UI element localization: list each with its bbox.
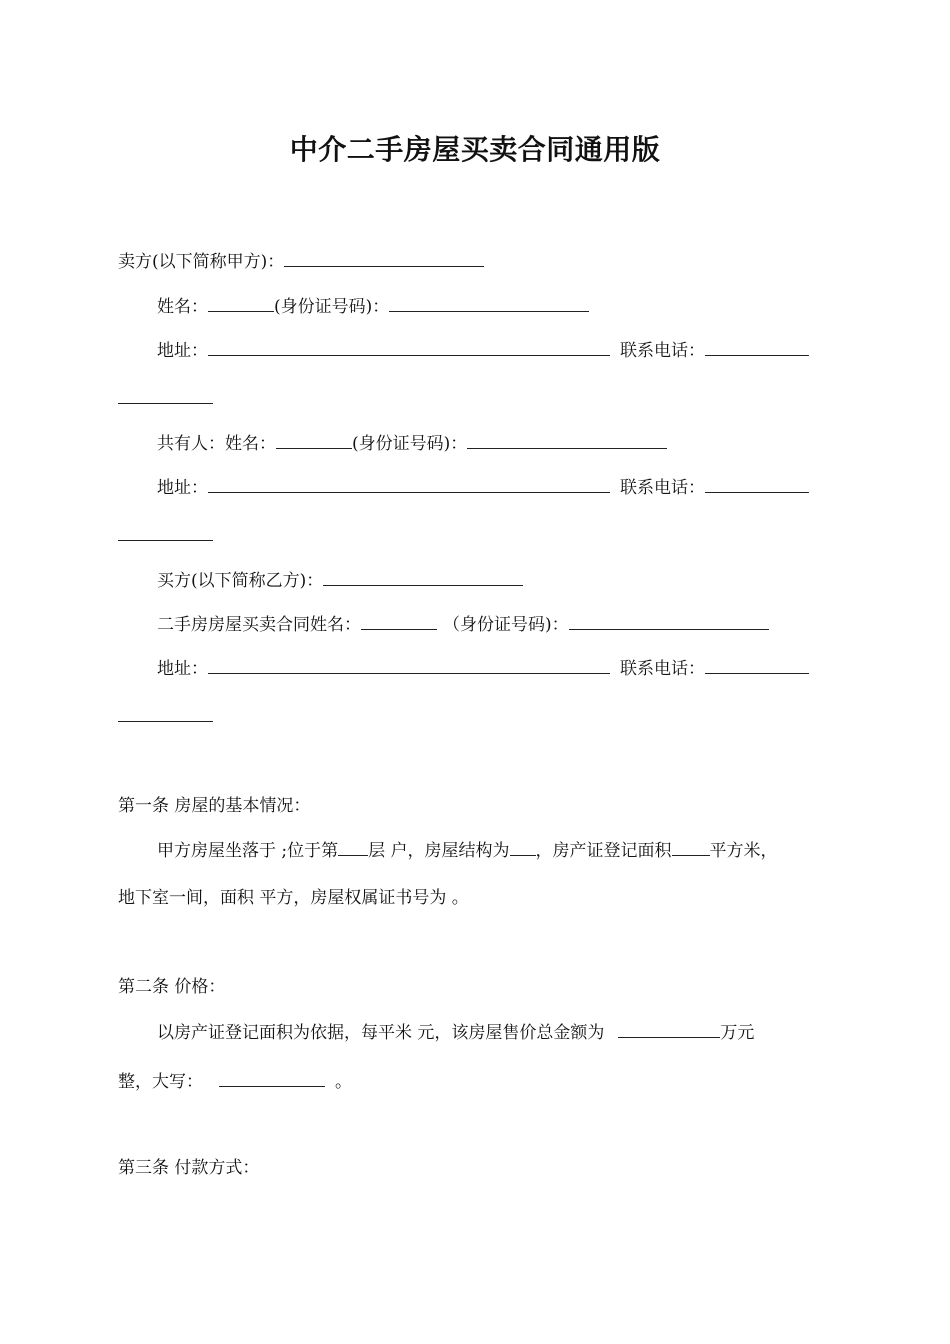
seller-address-line — [157, 337, 809, 363]
co-owner-id-label: (身份证号码)： — [352, 434, 468, 454]
co-owner-name-blank — [276, 430, 352, 449]
article1-text-c: ，房产证登记面积 — [535, 841, 672, 861]
article1-paragraph-line1 — [157, 838, 778, 863]
co-owner-address-blank — [208, 474, 610, 493]
article2-paragraph-line1 — [157, 1019, 754, 1045]
buyer-phone-label: 联系电话： — [620, 659, 705, 679]
seller-label: 卖方(以下简称甲方)： — [118, 252, 285, 272]
buyer-name-line — [157, 611, 769, 637]
seller-name-label: 姓名： — [157, 297, 208, 317]
buyer-blank — [323, 567, 523, 586]
article1-text-d: 平方米， — [709, 841, 778, 861]
seller-phone-label: 联系电话： — [620, 341, 705, 361]
area-blank — [672, 838, 710, 856]
co-owner-line — [157, 430, 667, 456]
article1-text-a: 甲方房屋坐落于 ;位于第 — [157, 841, 339, 861]
seller-line — [118, 248, 484, 274]
buyer-address-line — [157, 655, 809, 681]
co-owner-address-label: 地址： — [157, 478, 208, 498]
co-owner-address-line — [157, 474, 809, 500]
buyer-phone-blank-cont — [118, 703, 213, 722]
seller-phone-continuation — [118, 385, 213, 411]
article2-text-c: 整，大写： — [118, 1072, 203, 1092]
buyer-phone-continuation — [118, 703, 213, 729]
article2-paragraph-line2 — [118, 1068, 352, 1094]
co-owner-phone-blank — [705, 474, 809, 493]
document-title: 中介二手房屋买卖合同通用版 — [289, 133, 661, 166]
total-price-blank — [618, 1019, 720, 1038]
seller-id-blank — [389, 293, 589, 312]
seller-blank — [284, 248, 484, 267]
seller-phone-blank-cont — [118, 385, 213, 404]
buyer-id-label: （身份证号码)： — [443, 615, 569, 635]
co-owner-phone-continuation — [118, 522, 213, 548]
floor-blank — [338, 838, 368, 856]
co-owner-phone-blank-cont — [118, 522, 213, 541]
buyer-id-blank — [569, 611, 769, 630]
buyer-label: 买方(以下简称乙方)： — [157, 571, 324, 591]
article3-heading: 第三条 付款方式： — [118, 1158, 260, 1178]
seller-phone-blank — [705, 337, 809, 356]
seller-id-label: (身份证号码)： — [274, 297, 390, 317]
buyer-name-blank — [361, 611, 437, 630]
co-owner-id-blank — [467, 430, 667, 449]
article1-heading: 第一条 房屋的基本情况： — [118, 796, 311, 816]
article2-heading: 第二条 价格： — [118, 977, 226, 997]
structure-blank — [510, 838, 536, 856]
seller-address-blank — [208, 337, 610, 356]
co-owner-phone-label: 联系电话： — [620, 478, 705, 498]
article2-text-a: 以房产证登记面积为依据，每平米 元，该房屋售价总金额为 — [157, 1023, 605, 1043]
article1-text-b: 层 户，房屋结构为 — [368, 841, 510, 861]
article2-text-d: 。 — [335, 1072, 352, 1092]
buyer-phone-blank — [705, 655, 809, 674]
buyer-address-blank — [208, 655, 610, 674]
seller-name-blank — [208, 293, 274, 312]
article1-paragraph-line2: 地下室一间，面积 平方，房屋权属证书号为 。 — [118, 888, 469, 908]
buyer-line — [157, 567, 523, 593]
price-in-words-blank — [219, 1068, 325, 1087]
article2-text-b: 万元 — [720, 1023, 755, 1043]
buyer-address-label: 地址： — [157, 659, 208, 679]
buyer-name-label: 二手房房屋买卖合同姓名： — [157, 615, 361, 635]
co-owner-label: 共有人：姓名： — [157, 434, 276, 454]
seller-name-line — [157, 293, 589, 319]
seller-address-label: 地址： — [157, 341, 208, 361]
